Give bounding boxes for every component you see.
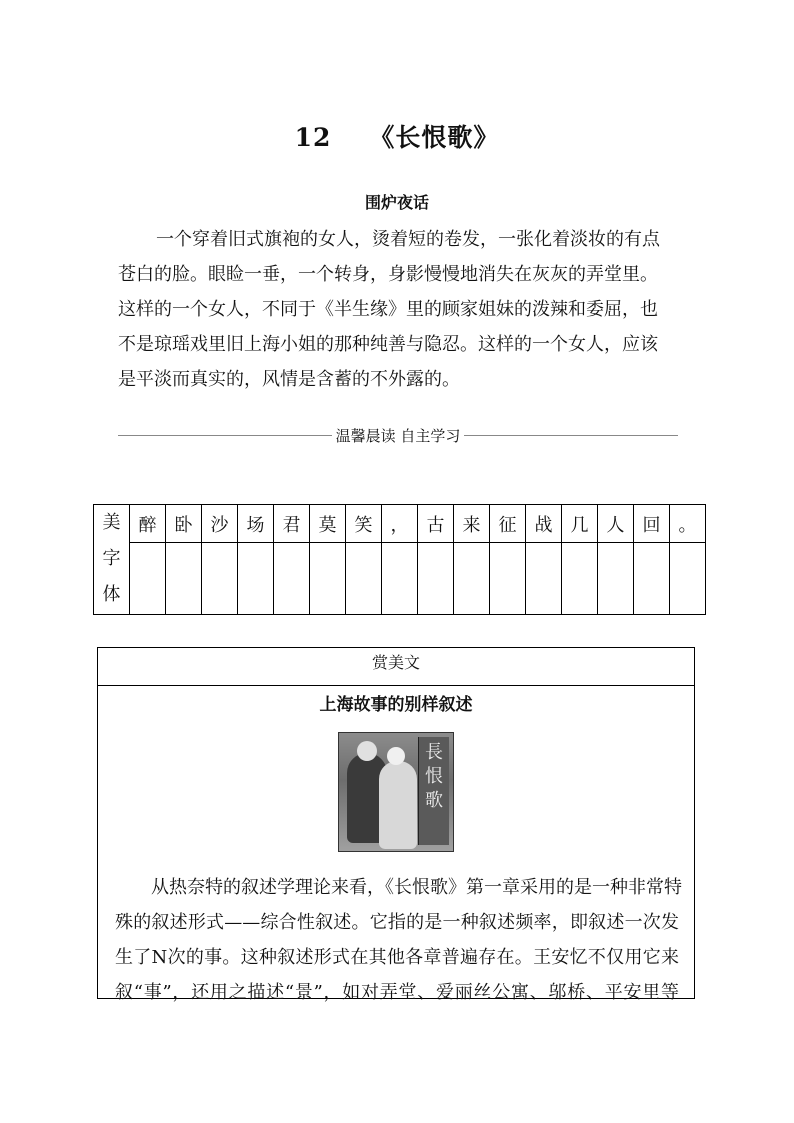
poem-char: 沙 bbox=[202, 505, 238, 543]
poem-char: 醉 bbox=[130, 505, 166, 543]
banner-text: 温馨晨读 自主学习 bbox=[335, 426, 461, 445]
poem-char: 卧 bbox=[166, 505, 202, 543]
intro-paragraph bbox=[118, 222, 678, 397]
practice-cell bbox=[562, 543, 598, 615]
cover-title-panel bbox=[418, 737, 449, 845]
section-banner bbox=[118, 424, 678, 446]
poem-char: 古 bbox=[418, 505, 454, 543]
poem-char: 莫 bbox=[310, 505, 346, 543]
practice-cell bbox=[382, 543, 418, 615]
calligraphy-table bbox=[93, 504, 706, 615]
cover-char: 恨 bbox=[425, 766, 443, 787]
title-number: 12 bbox=[294, 123, 332, 152]
article-title: 上海故事的别样叙述 bbox=[319, 695, 473, 715]
poem-char: 几 bbox=[562, 505, 598, 543]
practice-cell bbox=[454, 543, 490, 615]
article-line: 叙“事”，还用之描述“景”，如对弄堂、爱丽丝公寓、邬桥、平安里等 bbox=[115, 982, 679, 1003]
article-line: 从热奈特的叙述学理论来看，《长恨歌》第一章采用的是一种非常特 bbox=[151, 877, 682, 898]
calligraphy-label bbox=[94, 505, 130, 615]
banner-rule-left bbox=[118, 435, 332, 436]
poem-char: 来 bbox=[454, 505, 490, 543]
calligraphy-row-chars bbox=[94, 505, 706, 543]
practice-cell bbox=[670, 543, 706, 615]
poem-char: 回 bbox=[634, 505, 670, 543]
article-box bbox=[97, 647, 695, 1003]
poem-char: 笑 bbox=[346, 505, 382, 543]
poem-char: 征 bbox=[490, 505, 526, 543]
calligraphy-row-practice bbox=[94, 543, 706, 615]
label-char: 美 bbox=[102, 512, 121, 533]
practice-cell bbox=[130, 543, 166, 615]
practice-cell bbox=[634, 543, 670, 615]
practice-cell bbox=[238, 543, 274, 615]
intro-line: 这样的一个女人，不同于《半生缘》里的顾家姐妹的泼辣和委屈，也 bbox=[118, 299, 658, 320]
poem-char: 。 bbox=[670, 505, 706, 543]
section-subtitle: 围炉夜话 bbox=[364, 193, 429, 212]
book-cover-image bbox=[338, 732, 454, 852]
practice-cell bbox=[346, 543, 382, 615]
poem-char: 场 bbox=[238, 505, 274, 543]
article-line: 殊的叙述形式——综合性叙述。它指的是一种叙述频率，即叙述一次发 bbox=[115, 912, 679, 933]
banner-rule-right bbox=[464, 435, 678, 436]
cover-figure-right bbox=[379, 761, 417, 849]
article-body bbox=[98, 870, 694, 1010]
label-char: 体 bbox=[102, 584, 121, 605]
practice-cell bbox=[166, 543, 202, 615]
cover-char: 歌 bbox=[425, 790, 443, 811]
intro-line: 是平淡而真实的，风情是含蓄的不外露的。 bbox=[118, 369, 460, 390]
cover-head-left bbox=[357, 741, 377, 761]
label-char: 字 bbox=[102, 548, 121, 569]
poem-char: ， bbox=[382, 505, 418, 543]
intro-line: 一个穿着旧式旗袍的女人，烫着短的卷发，一张化着淡妆的有点 bbox=[156, 229, 660, 250]
practice-cell bbox=[490, 543, 526, 615]
practice-cell bbox=[418, 543, 454, 615]
poem-char: 人 bbox=[598, 505, 634, 543]
article-header: 赏美文 bbox=[98, 648, 694, 686]
practice-cell bbox=[310, 543, 346, 615]
page-title bbox=[0, 118, 794, 154]
poem-char: 战 bbox=[526, 505, 562, 543]
intro-line: 不是琼瑶戏里旧上海小姐的那种纯善与隐忍。这样的一个女人，应该 bbox=[118, 334, 658, 355]
practice-cell bbox=[526, 543, 562, 615]
intro-line: 苍白的脸。眼睑一垂，一个转身，身影慢慢地消失在灰灰的弄堂里。 bbox=[118, 264, 658, 285]
article-line: 生了N次的事。这种叙述形式在其他各章普遍存在。王安忆不仅用它来 bbox=[115, 947, 679, 968]
practice-cell bbox=[202, 543, 238, 615]
poem-char: 君 bbox=[274, 505, 310, 543]
title-text: 《长恨歌》 bbox=[369, 123, 500, 152]
cover-head-right bbox=[387, 747, 405, 765]
cover-char: 長 bbox=[425, 742, 443, 763]
practice-cell bbox=[274, 543, 310, 615]
practice-cell bbox=[598, 543, 634, 615]
